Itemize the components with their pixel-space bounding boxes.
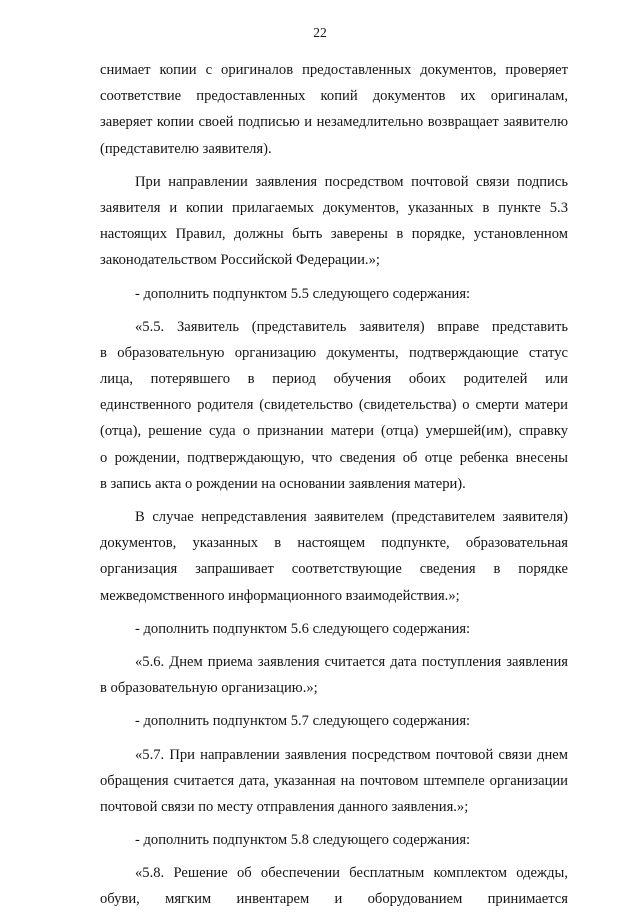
text-line: лица, потерявшего в период обучения обоих родителей или xyxy=(100,371,568,388)
amendment-instruction xyxy=(100,708,568,734)
text-line: соответствие предоставленных копий документов их оригиналам, xyxy=(100,88,568,105)
text-line: обращения считается дата, указанная на почтовом штемпеле организации xyxy=(100,772,568,789)
text-line: - дополнить подпунктом 5.7 следующего содержания: xyxy=(135,713,471,730)
text-line: В случае непредставления заявителем (представителем заявителя) xyxy=(135,509,568,525)
text-line: обуви, мягким инвентарем и оборудованием принимается xyxy=(100,891,568,908)
text-line: законодательством Российской Федерации.»; xyxy=(100,252,380,269)
paragraph xyxy=(100,649,568,701)
text-line: (представителю заявителя). xyxy=(100,140,272,157)
text-line: в образовательную организацию документы, подтверждающие статус xyxy=(100,344,568,361)
paragraph xyxy=(100,742,568,821)
paragraph xyxy=(100,504,568,609)
text-line: документов, указанных в настоящем подпункте, образовательная xyxy=(100,535,568,552)
text-line: «5.7. При направлении заявления посредством почтовой связи днем xyxy=(135,746,568,763)
text-line: - дополнить подпунктом 5.6 следующего содержания: xyxy=(135,620,471,637)
text-line: единственного родителя (свидетельство (свидетельства) о смерти матери xyxy=(100,397,568,414)
text-line: организация запрашивает соответствующие сведения в порядке xyxy=(100,561,568,578)
text-line: почтовой связи по месту отправления данного заявления.»; xyxy=(100,798,469,815)
text-line: «5.6. Днем приема заявления считается дата поступления заявления xyxy=(135,653,568,670)
amendment-instruction xyxy=(100,616,568,642)
text-line: (отца), решение суда о признании матери (отца) умершей(им), справку xyxy=(100,423,568,440)
text-line: межведомственного информационного взаимодействия.»; xyxy=(100,587,460,604)
paragraph xyxy=(100,314,568,497)
text-line: «5.8. Решение об обеспечении бесплатным комплектом одежды, xyxy=(135,865,568,882)
text-line: настоящих Правил, должны быть заверены в порядке, установленном xyxy=(100,226,568,243)
paragraph xyxy=(100,57,568,162)
page-number: 22 xyxy=(313,25,327,40)
text-line: снимает копии с оригиналов предоставленных документов, проверяет xyxy=(100,62,568,78)
text-line: о рождении, подтверждающую, что сведения об отце ребенка внесены xyxy=(100,449,568,466)
text-line: в образовательную организацию.»; xyxy=(100,680,318,697)
text-line: в запись акта о рождении на основании заявления матери). xyxy=(100,475,466,492)
text-line: заверяет копии своей подписью и незамедлительно возвращает заявителю xyxy=(100,114,568,131)
paragraph xyxy=(100,169,568,274)
text-line: заявителя и копии прилагаемых документов, указанных в пункте 5.3 xyxy=(100,199,568,216)
text-line: - дополнить подпунктом 5.8 следующего содержания: xyxy=(135,832,471,849)
text-line: - дополнить подпунктом 5.5 следующего содержания: xyxy=(135,285,471,302)
paragraph xyxy=(100,860,568,912)
amendment-instruction xyxy=(100,281,568,307)
body-text xyxy=(100,57,568,913)
amendment-instruction xyxy=(100,827,568,853)
text-line: При направлении заявления посредством почтовой связи подпись xyxy=(135,173,568,190)
text-line: «5.5. Заявитель (представитель заявителя) вправе представить xyxy=(135,318,568,335)
